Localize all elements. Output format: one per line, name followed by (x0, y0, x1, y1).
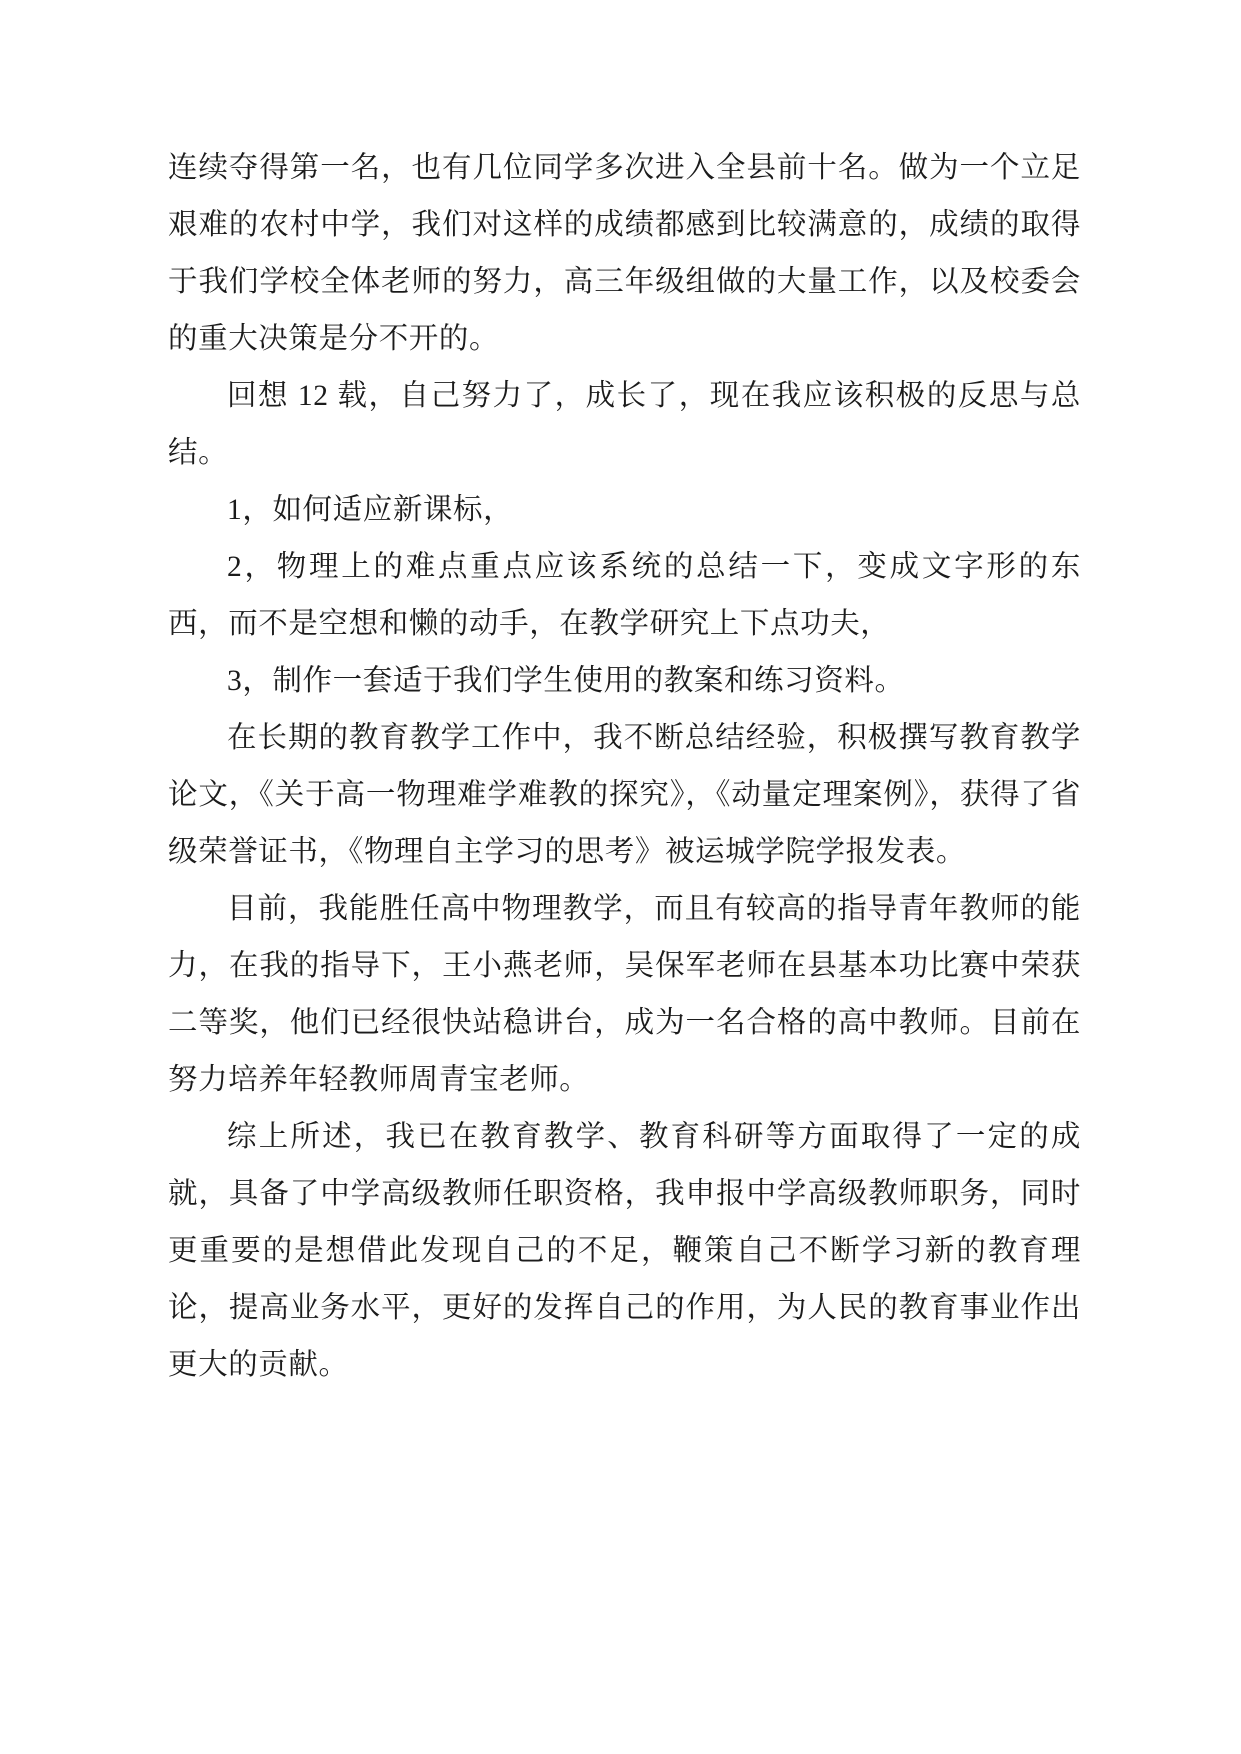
paragraph-achievements: 连续夺得第一名，也有几位同学多次进入全县前十名。做为一个立足艰难的农村中学，我们对这样的成绩都感到比较满意的，成绩的取得于我们学校全体老师的努力，高三年级组做的大量工作，以及校委会的重大决策是分不开的。 (168, 152, 1081, 355)
paragraph-list-item-2: 2，物理上的难点重点应该系统的总结一下，变成文字形的东西，而不是空想和懒的动手，在教学研究上下点功夫， (168, 551, 1081, 640)
paragraph-list-item-3: 3，制作一套适于我们学生使用的教案和练习资料。 (227, 665, 905, 697)
paragraph-list-item-1: 1，如何适应新课标， (227, 494, 514, 526)
document-body (168, 140, 1081, 1394)
paragraph-papers: 在长期的教育教学工作中，我不断总结经验，积极撰写教育教学论文，《关于高一物理难学难教的探究》，《动量定理案例》，获得了省级荣誉证书，《物理自主学习的思考》被运城学院学报发表。 (168, 722, 1081, 868)
paragraph-reflection-intro: 回想 12 载，自己努力了，成长了，现在我应该积极的反思与总结。 (168, 380, 1081, 469)
paragraph-conclusion: 综上所述，我已在教育教学、教育科研等方面取得了一定的成就，具备了中学高级教师任职资格，我申报中学高级教师职务，同时更重要的是想借此发现自己的不足，鞭策自己不断学习新的教育理论，提高业务水平，更好的发挥自己的作用，为人民的教育事业作出更大的贡献。 (168, 1121, 1081, 1381)
paragraph-mentoring: 目前，我能胜任高中物理教学，而且有较高的指导青年教师的能力，在我的指导下，王小燕老师，吴保军老师在县基本功比赛中荣获二等奖，他们已经很快站稳讲台，成为一名合格的高中教师。目前在努力培养年轻教师周青宝老师。 (168, 893, 1081, 1096)
